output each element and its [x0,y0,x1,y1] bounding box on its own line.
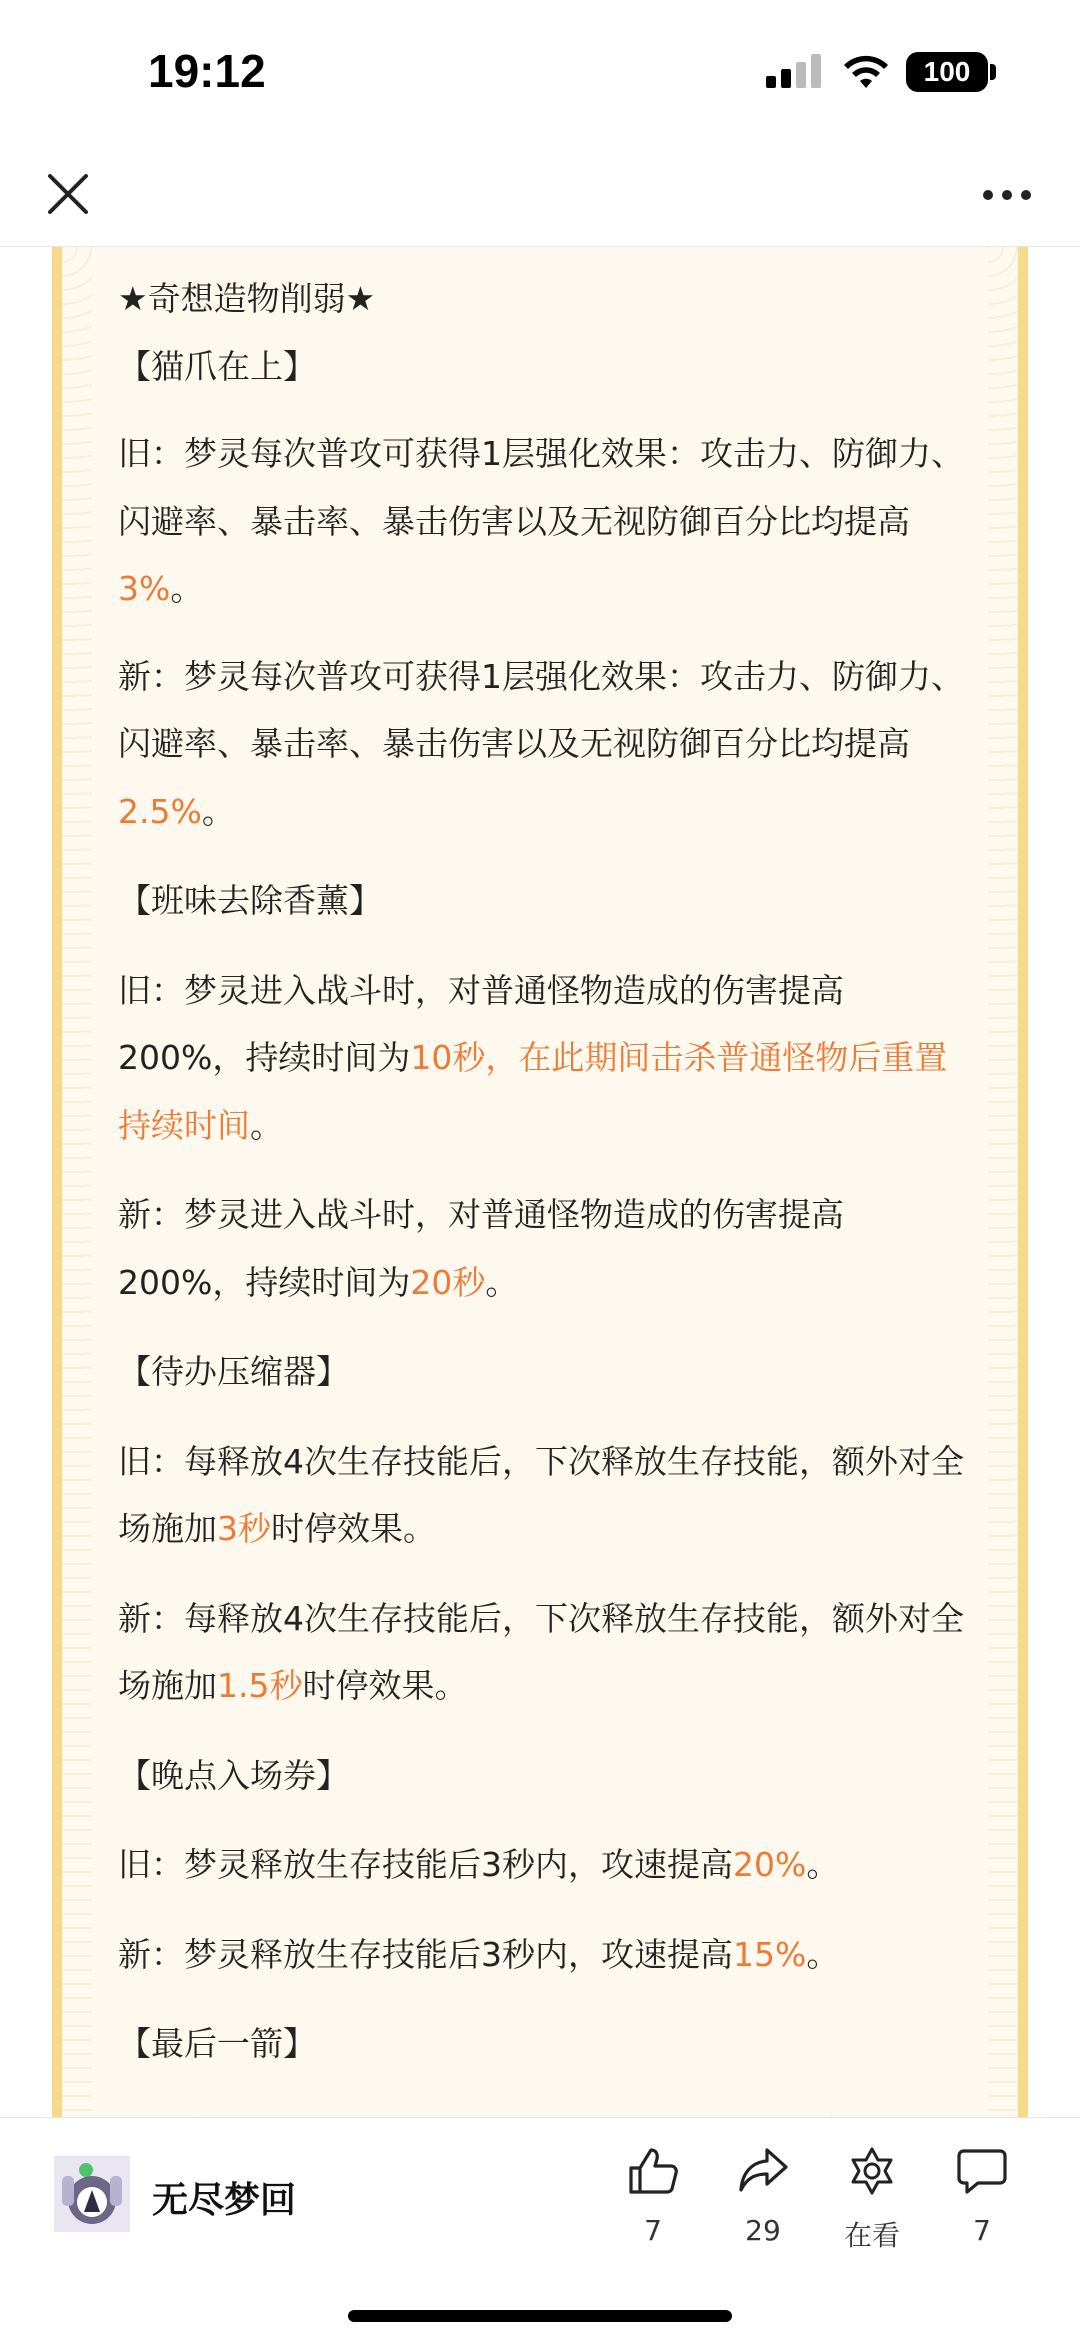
share-count: 29 [745,2214,781,2247]
watching-flower-icon [846,2146,898,2196]
author-name[interactable]: 无尽梦回 [152,2180,297,2221]
paragraph-end: 。 [170,569,204,608]
highlight-value: 15% [733,1934,807,1974]
like-count: 7 [644,2214,662,2247]
paragraph-text: 新：梦灵释放生存技能后3秒内，攻速提高 [118,1934,733,1974]
article-content [118,265,968,2167]
author-avatar[interactable] [54,2156,130,2232]
section-heading: 【待办压缩器】 [118,1352,349,1391]
old-paragraph [118,1428,968,1563]
watching-label: 在看 [843,2219,900,2252]
article-body [0,247,1080,2117]
thumbs-up-icon [627,2146,679,2196]
highlight-value: 20秒 [410,1262,486,1302]
new-paragraph [118,1181,968,1316]
highlight-value: 2.5% [118,791,202,831]
article-title: ★奇想造物削弱★ [118,279,376,318]
comment-count: 7 [973,2214,991,2247]
comment-button[interactable] [937,2146,1027,2247]
cellular-signal-icon [766,54,822,90]
paragraph-text: 旧：每释放4次生存技能后，下次释放生存技能，额外对全场施加 [118,1441,964,1548]
highlight-value: 10秒，在此期间击杀普通怪物后重置持续时间 [118,1038,948,1145]
battery-indicator: 100 [906,52,988,92]
paragraph-end: 。 [806,1845,840,1884]
more-icon[interactable] [982,180,1032,210]
wifi-icon [842,52,890,92]
comment-icon [956,2146,1008,2196]
paragraph-end: 。 [806,1934,840,1974]
battery-tip [990,64,996,80]
status-time: 19:12 [148,45,266,97]
close-icon[interactable] [44,170,92,218]
paragraph-end: 。 [485,1262,519,1302]
old-paragraph [118,1831,968,1899]
section-heading: 【最后一箭】 [118,2024,316,2063]
paragraph-end: 时停效果。 [302,1666,468,1705]
status-bar [0,0,1080,140]
like-button[interactable] [608,2146,698,2247]
paragraph-text: 新：梦灵每次普攻可获得1层强化效果：攻击力、防御力、闪避率、暴击率、暴击伤害以及无视防御百分比均提高 [118,656,964,763]
old-paragraph [118,420,968,623]
paragraph-text: 旧：梦灵释放生存技能后3秒内，攻速提高 [118,1845,733,1884]
paragraph-text: 新：梦灵进入战斗时，对普通怪物造成的伤害提高200%，持续时间为 [118,1195,844,1302]
old-paragraph [118,957,968,1160]
paragraph-text: 旧：梦灵进入战斗时，对普通怪物造成的伤害提高200%，持续时间为 [118,970,844,1077]
section-heading: 【班味去除香薰】 [118,881,382,920]
watching-button[interactable] [827,2146,917,2254]
highlight-value: 3秒 [217,1509,271,1548]
paragraph-end: 。 [201,791,235,831]
share-icon [737,2146,789,2196]
paragraph-end: 时停效果。 [271,1509,436,1548]
new-paragraph [118,1585,968,1720]
paragraph-text: 新：每释放4次生存技能后，下次释放生存技能，额外对全场施加 [118,1598,964,1705]
section-heading: 【猫爪在上】 [118,346,316,386]
bottom-bar [0,2117,1080,2342]
new-paragraph [118,1921,968,1989]
highlight-value: 3% [118,569,171,608]
home-indicator[interactable] [348,2310,732,2322]
highlight-value: 20% [733,1845,807,1884]
paragraph-end: 。 [250,1105,283,1145]
paragraph-text: 旧：梦灵每次普攻可获得1层强化效果：攻击力、防御力、闪避率、暴击率、暴击伤害以及无视防御百分比均提高 [118,434,964,541]
top-nav [0,140,1080,247]
new-paragraph [118,643,968,846]
share-button[interactable] [718,2146,808,2247]
highlight-value: 1.5秒 [217,1666,303,1705]
section-heading: 【晚点入场券】 [118,1755,349,1795]
